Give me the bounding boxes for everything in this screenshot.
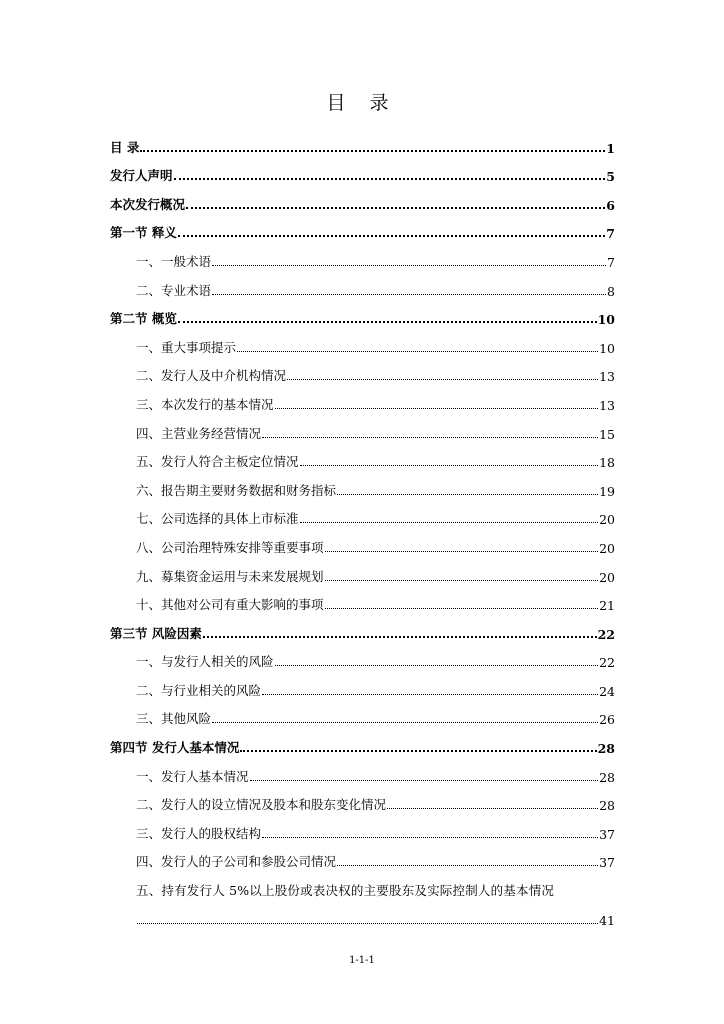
toc-entry-page-number: 15 [599,426,615,442]
toc-section-entry[interactable] [110,217,615,246]
toc-entry-page-number: 7 [607,254,615,270]
toc-entry-label: 一、一般术语 [136,253,212,269]
toc-dot-leader [212,265,606,266]
toc-section-entry[interactable] [110,131,615,160]
toc-entry-page-number: 28 [599,769,615,785]
toc-dot-leader [287,379,598,380]
toc-entry-page-number: 22 [597,626,615,642]
toc-dot-leader [275,665,599,666]
toc-entry-label: 五、发行人符合主板定位情况 [136,454,299,470]
toc-entry-label: 四、发行人的子公司和参股公司情况 [136,854,337,870]
page-number-footer: 1-1-1 [349,955,375,966]
toc-entry-label: 三、本次发行的基本情况 [136,396,274,412]
toc-entry-label: 发行人声明 [110,168,173,184]
toc-subsection-entry[interactable] [110,245,615,274]
toc-entry-continuation[interactable] [110,903,615,932]
toc-subsection-entry[interactable] [110,789,615,818]
toc-subsection-entry[interactable] [110,846,615,875]
toc-section-entry[interactable] [110,617,615,646]
toc-dot-leader [300,465,599,466]
toc-subsection-entry[interactable] [110,817,615,846]
toc-entry-page-number: 6 [606,197,615,213]
toc-dot-leader [212,294,606,295]
toc-entry-label: 五、持有发行人 5%以上股份或表决权的主要股东及实际控制人的基本情况 [136,883,555,899]
table-of-contents [110,131,615,932]
toc-subsection-entry[interactable] [110,417,615,446]
toc-entry-label: 一、重大事项提示 [136,339,237,355]
toc-section-entry[interactable] [110,731,615,760]
toc-subsection-entry[interactable] [110,331,615,360]
toc-dot-leader [325,580,599,581]
toc-entry-label: 八、公司治理特殊安排等重要事项 [136,539,324,555]
toc-dot-leader [325,608,599,609]
toc-entry-label: 三、其他风险 [136,711,212,727]
toc-entry-label: 七、公司选择的具体上市标准 [136,511,299,527]
toc-entry-label: 十、其他对公司有重大影响的事项 [136,597,324,613]
toc-entry-page-number: 22 [599,655,615,671]
toc-entry-page-number: 24 [599,683,615,699]
toc-dot-leader [325,551,599,552]
toc-entry-page-number: 18 [599,455,615,471]
toc-subsection-entry[interactable] [110,503,615,532]
toc-entry-page-number: 5 [606,169,615,185]
toc-entry-label: 第一节 释义 [110,225,177,241]
toc-entry-page-number: 37 [599,855,615,871]
toc-entry-page-number: 8 [607,283,615,299]
toc-dot-leader [262,837,598,838]
toc-entry-label: 本次发行概况 [110,196,186,212]
toc-section-entry[interactable] [110,160,615,189]
toc-entry-label: 一、发行人基本情况 [136,768,249,784]
toc-subsection-entry[interactable] [110,274,615,303]
toc-subsection-entry[interactable] [110,388,615,417]
toc-entry-label: 四、主营业务经营情况 [136,425,262,441]
toc-dot-leader [250,780,599,781]
toc-subsection-entry[interactable] [110,874,615,903]
toc-entry-label: 第四节 发行人基本情况 [110,740,240,756]
toc-entry-page-number: 13 [599,369,615,385]
toc-section-entry[interactable] [110,303,615,332]
toc-subsection-entry[interactable] [110,589,615,618]
toc-entry-page-number: 28 [599,798,615,814]
toc-dot-leader [262,694,598,695]
toc-dot-leader [275,408,599,409]
toc-dot-leader [178,321,597,323]
toc-entry-page-number: 26 [599,712,615,728]
toc-entry-page-number: 41 [599,912,615,928]
toc-subsection-entry[interactable] [110,560,615,589]
toc-dot-leader [174,178,606,180]
toc-subsection-entry[interactable] [110,646,615,675]
toc-entry-label: 二、发行人的设立情况及股本和股东变化情况 [136,797,387,813]
toc-dot-leader [137,923,598,924]
toc-dot-leader [178,235,605,237]
toc-entry-label: 一、与发行人相关的风险 [136,654,274,670]
toc-entry-page-number: 13 [599,397,615,413]
toc-entry-label: 三、发行人的股权结构 [136,825,262,841]
toc-entry-label: 九、募集资金运用与未来发展规划 [136,568,324,584]
toc-entry-page-number: 7 [606,226,615,242]
toc-entry-label: 二、专业术语 [136,282,212,298]
toc-dot-leader [140,150,605,152]
toc-dot-leader [212,722,598,723]
toc-dot-leader [387,808,598,809]
toc-entry-page-number: 10 [599,340,615,356]
page-title: 目 录 [326,92,398,114]
toc-entry-page-number: 28 [597,741,615,757]
toc-entry-label: 第三节 风险因素 [110,625,202,641]
toc-entry-page-number: 20 [599,512,615,528]
toc-subsection-entry[interactable] [110,474,615,503]
toc-entry-label: 目 录 [110,139,140,155]
toc-dot-leader [337,494,598,495]
toc-entry-page-number: 20 [599,569,615,585]
toc-entry-page-number: 20 [599,540,615,556]
toc-entry-label: 六、报告期主要财务数据和财务指标 [136,482,337,498]
toc-entry-label: 第二节 概览 [110,311,177,327]
toc-dot-leader [240,750,596,752]
toc-section-entry[interactable] [110,188,615,217]
toc-dot-leader [262,437,598,438]
toc-dot-leader [237,351,598,352]
toc-subsection-entry[interactable] [110,703,615,732]
toc-entry-page-number: 10 [597,312,615,328]
toc-entry-label: 二、与行业相关的风险 [136,682,262,698]
toc-entry-label: 二、发行人及中介机构情况 [136,368,287,384]
toc-subsection-entry[interactable] [110,360,615,389]
toc-dot-leader [186,207,605,209]
toc-subsection-entry[interactable] [110,446,615,475]
toc-dot-leader [300,522,599,523]
toc-dot-leader [337,865,598,866]
toc-entry-page-number: 1 [606,140,615,156]
toc-subsection-entry[interactable] [110,760,615,789]
toc-subsection-entry[interactable] [110,531,615,560]
toc-entry-page-number: 37 [599,826,615,842]
toc-entry-page-number: 21 [599,598,615,614]
toc-subsection-entry[interactable] [110,674,615,703]
toc-entry-page-number: 19 [599,483,615,499]
toc-dot-leader [203,636,597,638]
